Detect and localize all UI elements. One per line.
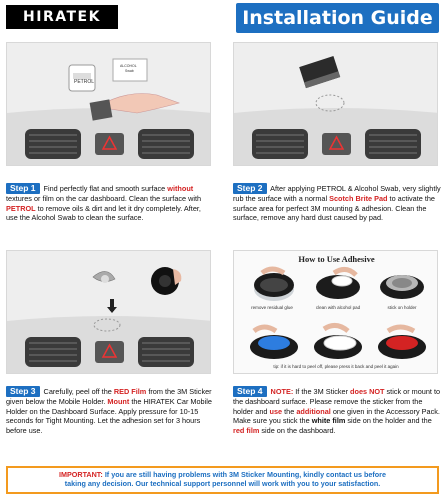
step3-text-a: Carefully, peel off the [43, 387, 112, 396]
important-line-1: If you are still having problems with 3M Sticker Mounting, kindly contact us before [104, 470, 386, 479]
step4-note: NOTE: [270, 387, 294, 396]
adhesive-caption: remove residual glue [251, 305, 293, 310]
step2-text [233, 183, 441, 223]
step1-text-a: Find perfectly flat and smooth surface [43, 184, 166, 193]
step4-highlight-white: white film [311, 416, 346, 426]
step2-highlight-scotch: Scotch Brite Pad [329, 194, 388, 203]
step4-highlight-red: red film [233, 425, 260, 435]
step1-text [6, 183, 214, 223]
step3-text-b: from the 3M Sticker given below the Mobile Holder. [6, 387, 212, 406]
adhesive-panel [233, 250, 438, 374]
step4-highlight-does-not: does NOT [350, 387, 385, 396]
step1-image [6, 42, 211, 166]
brand-logo: HIRATEK [6, 5, 118, 29]
swab-label: ALCOHOL [120, 64, 137, 68]
step3-highlight-red-film: RED Film [113, 387, 147, 396]
step4-text-c: the [284, 406, 295, 416]
step3-badge: Step 3 [6, 386, 40, 397]
step3-text-c: the HIRATEK Car Mobile Holder on the Dashboard Surface. Apply pressure for 10-15 seconds for Tight Mounting. Let the adhesion set for 3 hours before use. [6, 397, 212, 435]
step3-highlight-mount: Mount [107, 397, 130, 406]
swab-label-2: Swab [125, 69, 134, 73]
step4-highlight-use: use [269, 406, 283, 416]
step1-text-c: to remove oils & dirt and let it dry completely. After, use the Alcohol Swab to clean the surface. [6, 203, 201, 223]
header [0, 0, 445, 36]
step3-text [6, 386, 214, 435]
step2-badge: Step 2 [233, 183, 267, 194]
step4-text-b: stick or mount to the dashboard surface. Please remove the sticker from the holder and [233, 387, 441, 416]
important-notice [6, 466, 439, 494]
step3-image [6, 250, 211, 374]
important-label: IMPORTANT: [59, 470, 103, 479]
step4-text-f: side on the dashboard. [261, 425, 336, 435]
petrol-label: PETROL [74, 79, 95, 85]
step4-text-e: side on the holder and the [347, 416, 432, 426]
step1-highlight-without: without [167, 184, 194, 193]
page-title: Installation Guide [236, 3, 439, 33]
step4-badge: Step 4 [233, 386, 267, 397]
important-line-2: taking any decision. Our technical support personnel will work with you to your satisfaction. [64, 479, 381, 488]
step4-text-a: If the 3M Sticker [295, 387, 348, 396]
step1-text-b: textures or film on the car dashboard. Clean the surface with [6, 194, 202, 203]
step1-highlight-petrol: PETROL [6, 203, 36, 213]
step2-image [233, 42, 438, 166]
step2-text-a: After applying PETROL & Alcohol Swab, very slightly rub the surface with a normal [233, 184, 441, 203]
step2-text-b: to activate the surface area for perfect 3M mounting & adhesion. Clean the surface, remove any hard dust caused by pad. [233, 194, 435, 223]
step1-badge: Step 1 [6, 183, 40, 194]
step4-highlight-additional: additional [296, 406, 331, 416]
adhesive-caption: clean with alcohol pad [315, 305, 361, 310]
adhesive-caption: stick on holder [387, 305, 417, 310]
adhesive-title: How to Use Adhesive [298, 254, 375, 264]
adhesive-peel-caption: tip: if it is hard to peel off, please press it back and peel it again [273, 364, 399, 369]
step4-text-d: one given in the Accessory Pack. Make sure you stick the [233, 406, 440, 426]
step4-text [233, 386, 441, 435]
